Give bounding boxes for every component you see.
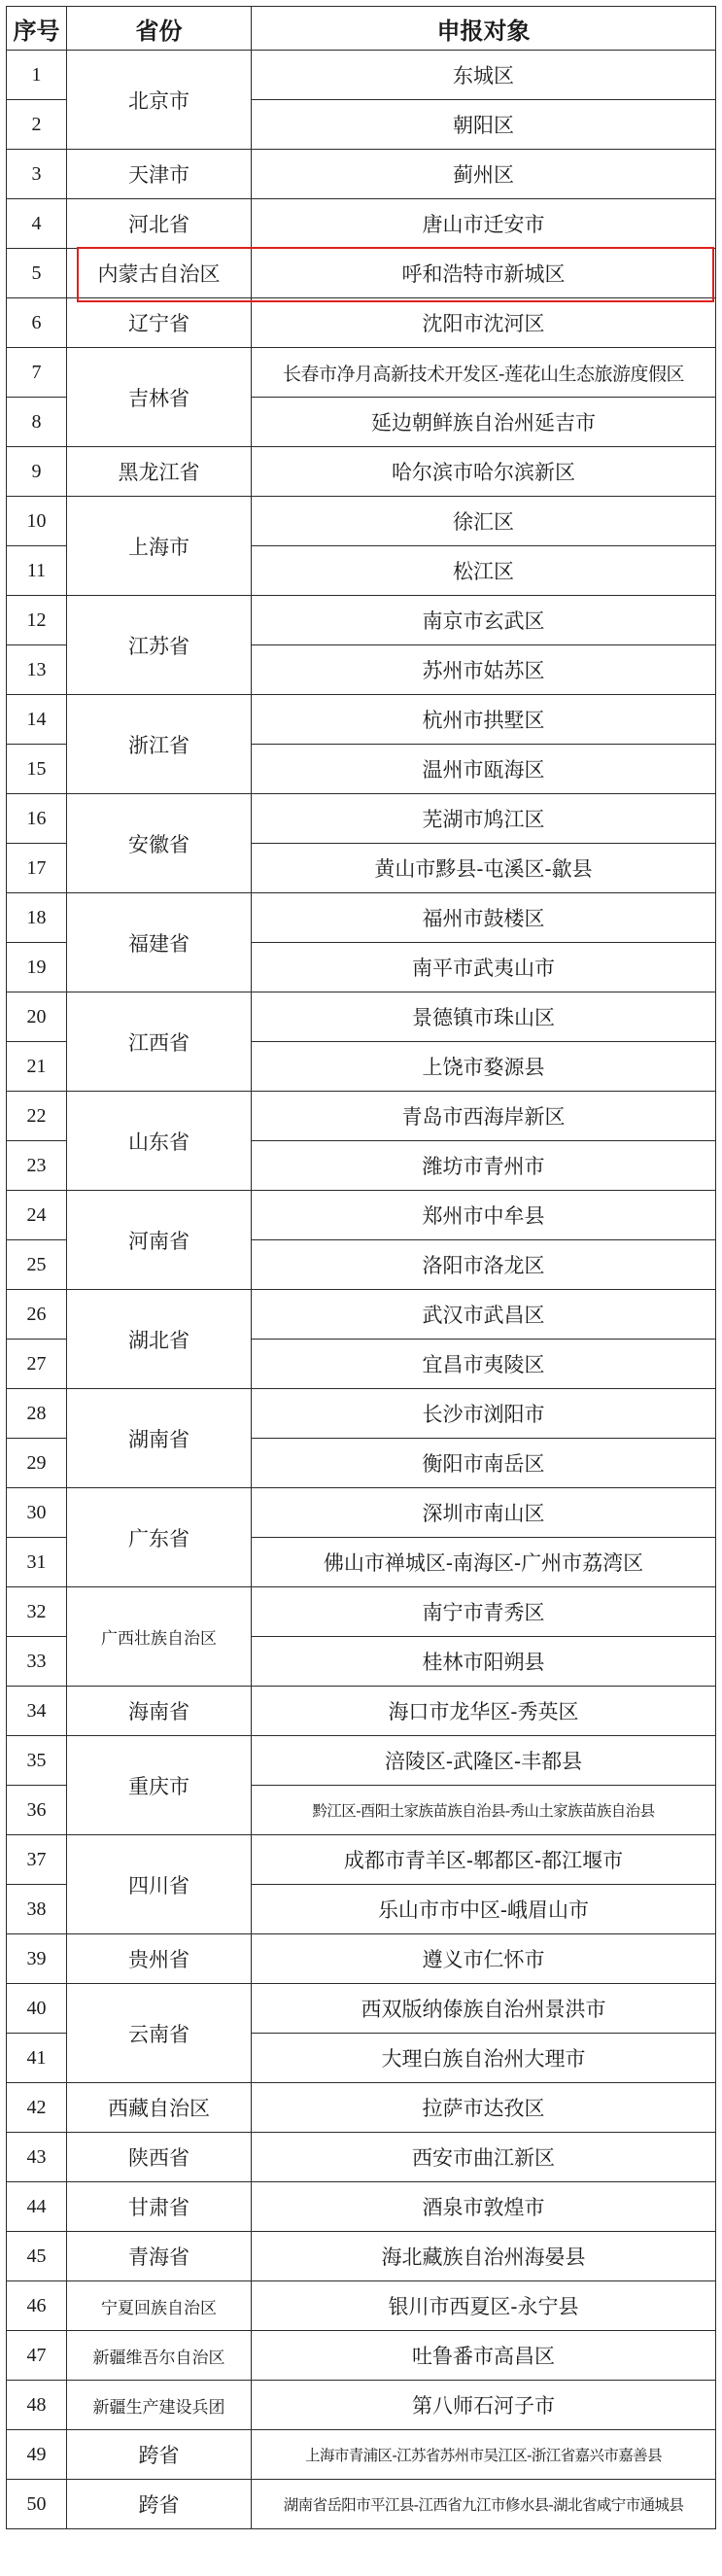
cell-target: 衡阳市南岳区 [252,1439,716,1488]
cell-province: 跨省 [67,2430,252,2480]
cell-target: 桂林市阳朔县 [252,1637,716,1687]
cell-seq: 1 [7,51,67,100]
table-row [7,2381,716,2430]
table-row [7,1687,716,1736]
cell-target: 呼和浩特市新城区 [252,249,716,298]
cell-seq: 16 [7,794,67,844]
table-row [7,2133,716,2182]
cell-target: 松江区 [252,546,716,596]
table-row [7,348,716,398]
table-row [7,150,716,199]
cell-seq: 42 [7,2083,67,2133]
cell-province: 辽宁省 [67,298,252,348]
cell-seq: 14 [7,695,67,745]
cell-target: 吐鲁番市高昌区 [252,2331,716,2381]
table-row [7,199,716,249]
table-row [7,1587,716,1637]
cell-seq: 35 [7,1736,67,1786]
cell-province: 河南省 [67,1191,252,1290]
cell-target: 遵义市仁怀市 [252,1934,716,1984]
cell-target: 景德镇市珠山区 [252,992,716,1042]
table-row [7,1835,716,1885]
cell-province: 浙江省 [67,695,252,794]
cell-province: 新疆维吾尔自治区 [67,2331,252,2381]
header-target: 申报对象 [252,7,716,51]
table-row [7,794,716,844]
cell-target: 海北藏族自治州海晏县 [252,2232,716,2281]
cell-target: 大理白族自治州大理市 [252,2034,716,2083]
cell-target: 银川市西夏区-永宁县 [252,2281,716,2331]
cell-target: 上海市青浦区-江苏省苏州市吴江区-浙江省嘉兴市嘉善县 [252,2430,716,2480]
data-table [6,6,716,2529]
header-row [7,7,716,51]
cell-province: 山东省 [67,1092,252,1191]
cell-target: 芜湖市鸠江区 [252,794,716,844]
cell-target: 酒泉市敦煌市 [252,2182,716,2232]
cell-province: 海南省 [67,1687,252,1736]
cell-seq: 25 [7,1240,67,1290]
cell-target: 武汉市武昌区 [252,1290,716,1340]
cell-target: 黔江区-酉阳土家族苗族自治县-秀山土家族苗族自治县 [252,1786,716,1835]
cell-seq: 6 [7,298,67,348]
cell-province: 陕西省 [67,2133,252,2182]
cell-seq: 39 [7,1934,67,1984]
cell-seq: 26 [7,1290,67,1340]
cell-target: 福州市鼓楼区 [252,893,716,943]
cell-target: 朝阳区 [252,100,716,150]
cell-seq: 40 [7,1984,67,2034]
cell-seq: 34 [7,1687,67,1736]
cell-target: 西安市曲江新区 [252,2133,716,2182]
cell-seq: 47 [7,2331,67,2381]
cell-seq: 36 [7,1786,67,1835]
cell-target: 第八师石河子市 [252,2381,716,2430]
table-row [7,893,716,943]
cell-target: 苏州市姑苏区 [252,645,716,695]
cell-target: 南宁市青秀区 [252,1587,716,1637]
cell-seq: 20 [7,992,67,1042]
cell-seq: 49 [7,2430,67,2480]
cell-target: 佛山市禅城区-南海区-广州市荔湾区 [252,1538,716,1587]
cell-target: 杭州市拱墅区 [252,695,716,745]
table-row [7,249,716,298]
cell-target: 上饶市婺源县 [252,1042,716,1092]
cell-province: 新疆生产建设兵团 [67,2381,252,2430]
table-row [7,1389,716,1439]
table-row [7,51,716,100]
cell-seq: 38 [7,1885,67,1934]
cell-target: 南平市武夷山市 [252,943,716,992]
table-row [7,1984,716,2034]
table-row [7,2182,716,2232]
cell-target: 湖南省岳阳市平江县-江西省九江市修水县-湖北省咸宁市通城县 [252,2480,716,2529]
table-row [7,1934,716,1984]
cell-seq: 30 [7,1488,67,1538]
cell-seq: 46 [7,2281,67,2331]
cell-province: 福建省 [67,893,252,992]
cell-seq: 5 [7,249,67,298]
cell-province: 湖北省 [67,1290,252,1389]
cell-target: 郑州市中牟县 [252,1191,716,1240]
cell-target: 西双版纳傣族自治州景洪市 [252,1984,716,2034]
table-row [7,695,716,745]
table-row [7,1736,716,1786]
cell-seq: 21 [7,1042,67,1092]
cell-province: 重庆市 [67,1736,252,1835]
cell-target: 乐山市市中区-峨眉山市 [252,1885,716,1934]
cell-province: 贵州省 [67,1934,252,1984]
cell-target: 唐山市迁安市 [252,199,716,249]
cell-target: 潍坊市青州市 [252,1141,716,1191]
cell-seq: 3 [7,150,67,199]
cell-seq: 9 [7,447,67,497]
cell-province: 江西省 [67,992,252,1092]
cell-target: 涪陵区-武隆区-丰都县 [252,1736,716,1786]
cell-seq: 50 [7,2480,67,2529]
cell-seq: 23 [7,1141,67,1191]
cell-target: 南京市玄武区 [252,596,716,645]
table-row [7,2430,716,2480]
cell-seq: 41 [7,2034,67,2083]
cell-province: 天津市 [67,150,252,199]
cell-seq: 31 [7,1538,67,1587]
header-province: 省份 [67,7,252,51]
cell-province: 内蒙古自治区 [67,249,252,298]
cell-province: 吉林省 [67,348,252,447]
cell-seq: 24 [7,1191,67,1240]
cell-province: 安徽省 [67,794,252,893]
cell-seq: 17 [7,844,67,893]
cell-target: 成都市青羊区-郫都区-都江堰市 [252,1835,716,1885]
table-row [7,1191,716,1240]
cell-province: 黑龙江省 [67,447,252,497]
cell-target: 黄山市黟县-屯溪区-歙县 [252,844,716,893]
cell-target: 深圳市南山区 [252,1488,716,1538]
table-row [7,992,716,1042]
table-row [7,1488,716,1538]
table-row [7,2480,716,2529]
cell-target: 洛阳市洛龙区 [252,1240,716,1290]
cell-target: 徐汇区 [252,497,716,546]
cell-province: 云南省 [67,1984,252,2083]
cell-target: 拉萨市达孜区 [252,2083,716,2133]
cell-seq: 4 [7,199,67,249]
cell-target: 东城区 [252,51,716,100]
cell-province: 广东省 [67,1488,252,1587]
cell-province: 跨省 [67,2480,252,2529]
cell-seq: 45 [7,2232,67,2281]
cell-seq: 8 [7,398,67,447]
cell-province: 湖南省 [67,1389,252,1488]
cell-seq: 37 [7,1835,67,1885]
cell-target: 哈尔滨市哈尔滨新区 [252,447,716,497]
cell-seq: 13 [7,645,67,695]
cell-seq: 19 [7,943,67,992]
cell-province: 河北省 [67,199,252,249]
cell-seq: 22 [7,1092,67,1141]
cell-target: 温州市瓯海区 [252,745,716,794]
cell-target: 长沙市浏阳市 [252,1389,716,1439]
cell-seq: 10 [7,497,67,546]
table-row [7,2083,716,2133]
table-row [7,298,716,348]
cell-seq: 7 [7,348,67,398]
table-row [7,497,716,546]
cell-province: 西藏自治区 [67,2083,252,2133]
cell-seq: 43 [7,2133,67,2182]
cell-target: 宜昌市夷陵区 [252,1340,716,1389]
cell-province: 青海省 [67,2232,252,2281]
cell-seq: 29 [7,1439,67,1488]
header-seq: 序号 [7,7,67,51]
cell-province: 江苏省 [67,596,252,695]
cell-seq: 48 [7,2381,67,2430]
table-body [7,51,716,2529]
application-table [6,6,715,2529]
cell-target: 延边朝鲜族自治州延吉市 [252,398,716,447]
table-row [7,2331,716,2381]
table-row [7,1290,716,1340]
cell-province: 北京市 [67,51,252,150]
cell-seq: 2 [7,100,67,150]
cell-seq: 33 [7,1637,67,1687]
cell-province: 广西壮族自治区 [67,1587,252,1687]
cell-seq: 28 [7,1389,67,1439]
cell-seq: 11 [7,546,67,596]
cell-seq: 27 [7,1340,67,1389]
cell-target: 海口市龙华区-秀英区 [252,1687,716,1736]
cell-province: 宁夏回族自治区 [67,2281,252,2331]
table-row [7,2281,716,2331]
table-row [7,447,716,497]
cell-target: 青岛市西海岸新区 [252,1092,716,1141]
cell-seq: 15 [7,745,67,794]
cell-province: 四川省 [67,1835,252,1934]
cell-seq: 12 [7,596,67,645]
cell-province: 甘肃省 [67,2182,252,2232]
cell-target: 蓟州区 [252,150,716,199]
cell-target: 长春市净月高新技术开发区-莲花山生态旅游度假区 [252,348,716,398]
cell-target: 沈阳市沈河区 [252,298,716,348]
cell-seq: 18 [7,893,67,943]
table-row [7,596,716,645]
cell-province: 上海市 [67,497,252,596]
table-row [7,2232,716,2281]
cell-seq: 32 [7,1587,67,1637]
cell-seq: 44 [7,2182,67,2232]
table-row [7,1092,716,1141]
